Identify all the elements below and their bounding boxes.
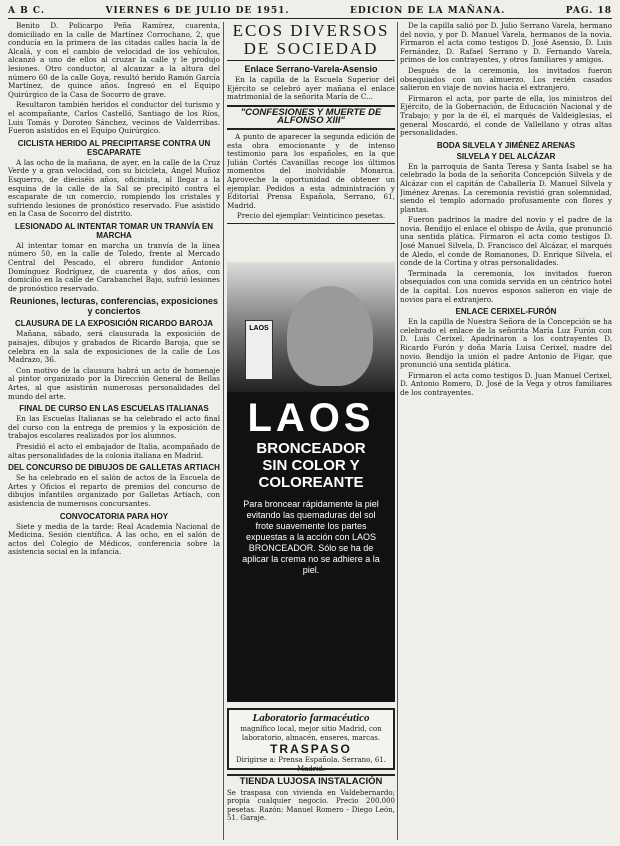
- bottle-label: LAOS: [249, 325, 269, 332]
- article-text: Firmaron el acta como testigos D. Juan Manuel Cerixel, D. Antonio Romero, D. José de la Vega y otros familiares de los contrayentes.: [400, 370, 612, 397]
- article-heading: DEL CONCURSO DE DIBUJOS DE GALLETAS ARTIACH: [8, 463, 220, 473]
- face-illustration: [287, 286, 373, 386]
- article-text: Al intentar tomar en marcha un tranvía de la línea número 50, en la calle de Toledo, frente al Mercado Central del Pescado, el obrero fundidor Antonio Domínguez Rodríguez, de cuarenta y dos años, con domicilio en la calle de Carabanchel Bajo, sufrió lesiones de pronóstico reservado.: [8, 240, 220, 293]
- ad-tagline: SIN COLOR Y: [262, 457, 360, 474]
- article-heading: Enlace Serrano-Varela-Asensio: [244, 64, 378, 74]
- header-edition: EDICION DE LA MAÑANA.: [350, 6, 506, 16]
- article-heading: ENLACE CERIXEL-FURÓN: [455, 307, 557, 317]
- header-rule: [8, 18, 612, 19]
- article-heading: CICLISTA HERIDO AL PRECIPITARSE CONTRA UN ESCAPARATE: [17, 138, 211, 157]
- article-text: A las ocho de la mañana, de ayer, en la calle de la Cruz Verde y a gran velocidad, con su bicicleta, Ángel Muñoz Esquerro, de dieciséis años, oficinista, al llegar a la esquina de la calle de la Sal se precipitó contra el escaparate de un comercio, rompiendo los cristales y sufriendo lesiones de pronóstico reservado. Fue asistido en la Casa de Socorro del distrito.: [8, 157, 220, 219]
- book-ad-text: A punto de aparecer la segunda edición de esta obra emocionante y de intenso testimonio para los españoles, en la que Julián Cortés Cavanillas recoge los últimos momentos del inolvidable Monarca. Aproveche la oportunidad de obtener un ejemplar. Pedidos a esta administración y Editorial Prensa Española, Serrano, 61, Madrid.: [227, 131, 395, 210]
- ad-body: Para broncear rápidamente la piel evitando las quemaduras del sol frote suavemente los partes expuestas a la acción con LAOS BRONCEADOR. Sólo se ha de aplicar la crema no se adhiere a la piel.: [242, 499, 380, 575]
- tienda-ad-title: TIENDA LUJOSA INSTALACIÓN: [227, 774, 395, 787]
- article-subheading: SILVELA Y DEL ALCÁZAR: [456, 151, 556, 161]
- header-left: A B C.: [8, 6, 45, 16]
- article-text: Terminada la ceremonia, los invitados fueron obsequiados con una comida servida en un céntrico hotel de la capital. Los nuevos esposos salieron en viaje de novios para el extranjero.: [400, 268, 612, 304]
- article-heading: CONVOCATORIA PARA HOY: [59, 511, 169, 521]
- section-title: ECOS DIVERSOS DE SOCIEDAD: [227, 22, 395, 61]
- section-heading: Reuniones, lecturas, conferencias, exposiciones y conciertos: [9, 296, 219, 317]
- left-column: [8, 22, 220, 840]
- article-heading: BODA SILVELA Y JIMÉNEZ ARENAS: [436, 140, 576, 150]
- article-text: En la capilla de Nuestra Señora de la Concepción se ha celebrado el enlace de la señorita María Luz Furón con D. Luis Cerixel. Apadrinaron a los contrayentes D. Ricardo Furón y doña María Luisa Cerixel, madre del novio. Bendijo la unión el padre Antonio de Figar, que pronunció una sentida plática.: [400, 317, 612, 370]
- page-header: [8, 6, 612, 16]
- lab-ad-text: magnífico local, mejor sitio Madrid, con laboratorio, almacén, enseres, marcas.: [240, 725, 382, 742]
- header-date: VIERNES 6 DE JULIO DE 1951.: [105, 6, 290, 16]
- bottle-illustration: [245, 320, 273, 380]
- lab-advertisement: [227, 708, 395, 773]
- tienda-advertisement: [227, 774, 395, 840]
- ad-tagline: COLOREANTE: [258, 474, 364, 491]
- lab-ad-title: Laboratorio farmacéutico: [252, 712, 370, 724]
- article-text: En la capilla de la Escuela Superior del Ejército se celebró ayer mañana el enlace matrimonial de la señorita María de C...: [227, 75, 395, 102]
- book-ad-price: Precio del ejemplar: Veinticinco pesetas.: [227, 212, 395, 224]
- header-page: PAG. 18: [565, 6, 612, 16]
- article-text: Benito D. Policarpo Peña Ramírez, cuarenta, domiciliado en la calle de Martínez Corrochano, 2, que conducía en la primera de las citadas calles hacia la de Alcalá, y con el cambio de velocidad de los vehículos, alcanzó a uno de ellos al cruzar la calle y le produjo lesiones. Otro conductor, al alcanzar a la altura del número 60 de la calle Goya, resultó herido Ramón García Martínez, de quince años. Ingresó en el Equipo Quirúrgico de la Casa de Socorro de grave.: [8, 22, 220, 99]
- article-text: De la capilla salió por D. Julio Serrano Varela, hermano del novio, y por D. Manuel Varela, hermanos de la novia. Firmaron el acta como testigos D. José Asensio, D. Luis Fernández, D. Rafael Serrano y D. Fernando Varela, primos de los contrayentes, y otros familiares y amigos.: [400, 22, 612, 65]
- lab-ad-contact: Dirigirse a: Prensa Española. Serrano, 61. Madrid.: [236, 756, 386, 773]
- column-divider: [223, 22, 224, 840]
- lab-ad-traspaso: TRASPASO: [270, 742, 352, 756]
- article-text: Firmaron el acta, por parte de ella, los ministros del Ejército, de la Gobernación, de Educación Nacional y de Trabajo; y por la de él, el marqués de Valdeiglesias, el general Moscardó, el conde de Vallellano y otras altas personalidades.: [400, 93, 612, 138]
- article-text: Fueron padrinos la madre del novio y el padre de la novia. Bendijo el enlace el obispo de Ávila, que pronunció una sentida plática. Firmaron el acta como testigos D. José Manuel Silvela, D. Francisco del Alcázar, el marqués de Aledo, el conde de Romanones, D. Enrique Silvela, el conde de la Cortina y otras personalidades.: [400, 215, 612, 268]
- article-heading: FINAL DE CURSO EN LAS ESCUELAS ITALIANAS: [19, 404, 209, 414]
- article-text: En la parroquia de Santa Teresa y Santa Isabel se ha celebrado la boda de la señorita Concepción Silvela y de Alcázar con el capitán de Caballería D. Manuel Silvela y Jiménez Arenas. La ceremonia revistió gran solemnidad, siendo el templo adornado profusamente con flores y plantas.: [400, 161, 612, 214]
- article-text: Se ha celebrado en el salón de actos de la Escuela de Artes y Oficios el reparto de premios del concurso de dibujos infantiles organizado por Galletas Artiach, con asistencia de numerosos concursantes.: [8, 473, 220, 508]
- laos-advertisement: [227, 262, 395, 702]
- right-column: [400, 22, 612, 840]
- column-divider: [397, 22, 398, 840]
- ad-product: BRONCEADOR: [256, 440, 366, 457]
- article-text: En las Escuelas Italianas se ha celebrado el acto final del curso con la entrega de premios y la exposición de trabajos escolares realizados por los alumnos.: [8, 414, 220, 441]
- middle-column: [227, 22, 395, 258]
- article-heading: CLAUSURA DE LA EXPOSICIÓN RICARDO BAROJA: [14, 319, 214, 329]
- ad-brand: LAOS: [247, 396, 375, 440]
- article-text: Con motivo de la clausura habrá un acto de homenaje al pintor organizado por la Dirección General de Bellas Artes, al que asistirán numerosas personalidades del mundo del arte.: [8, 365, 220, 401]
- ad-photo: [227, 262, 395, 392]
- article-text: Presidió el acto el embajador de Italia, acompañado de altas personalidades de la colonia italiana en Madrid.: [8, 441, 220, 460]
- book-ad-title: "CONFESIONES Y MUERTE DE ALFONSO XIII": [227, 105, 395, 130]
- article-text: Resultaron también heridos el conductor del turismo y el acompañante, Carlos Castelló, Santiago de los Ríos, Luis Tomás y Doroteo Sánchez, vecinos de Valderribas. Fueron asistidos en el Equipo Quirúrgico.: [8, 100, 220, 136]
- tienda-ad-text: Se traspasa con vivienda en Valdebernardo; propia cualquier negocio. Precio 200.000 pesetas. Razón: Manuel Romero - Diego León, 51. Garaje.: [227, 788, 395, 822]
- article-text: Mañana, sábado, será clausurada la exposición de paisajes, dibujos y grabados de Ricardo Baroja, que se celebra en la sala de exposiciones de la calle de Los Madrazo, 36.: [8, 329, 220, 365]
- article-heading: LESIONADO AL INTENTAR TOMAR UN TRANVÍA EN MARCHA: [14, 221, 214, 240]
- article-text: Después de la ceremonia, los invitados fueron obsequiados con un almuerzo. Los recién casados salieron en viaje de novios hacia el extranjero.: [400, 65, 612, 93]
- article-text: Siete y media de la tarde: Real Academia Nacional de Medicina. Sesión científica. A las ocho, en el salón de actos del Colegio de Médicos, conferencia sobre la asistencia social en la infancia.: [8, 521, 220, 557]
